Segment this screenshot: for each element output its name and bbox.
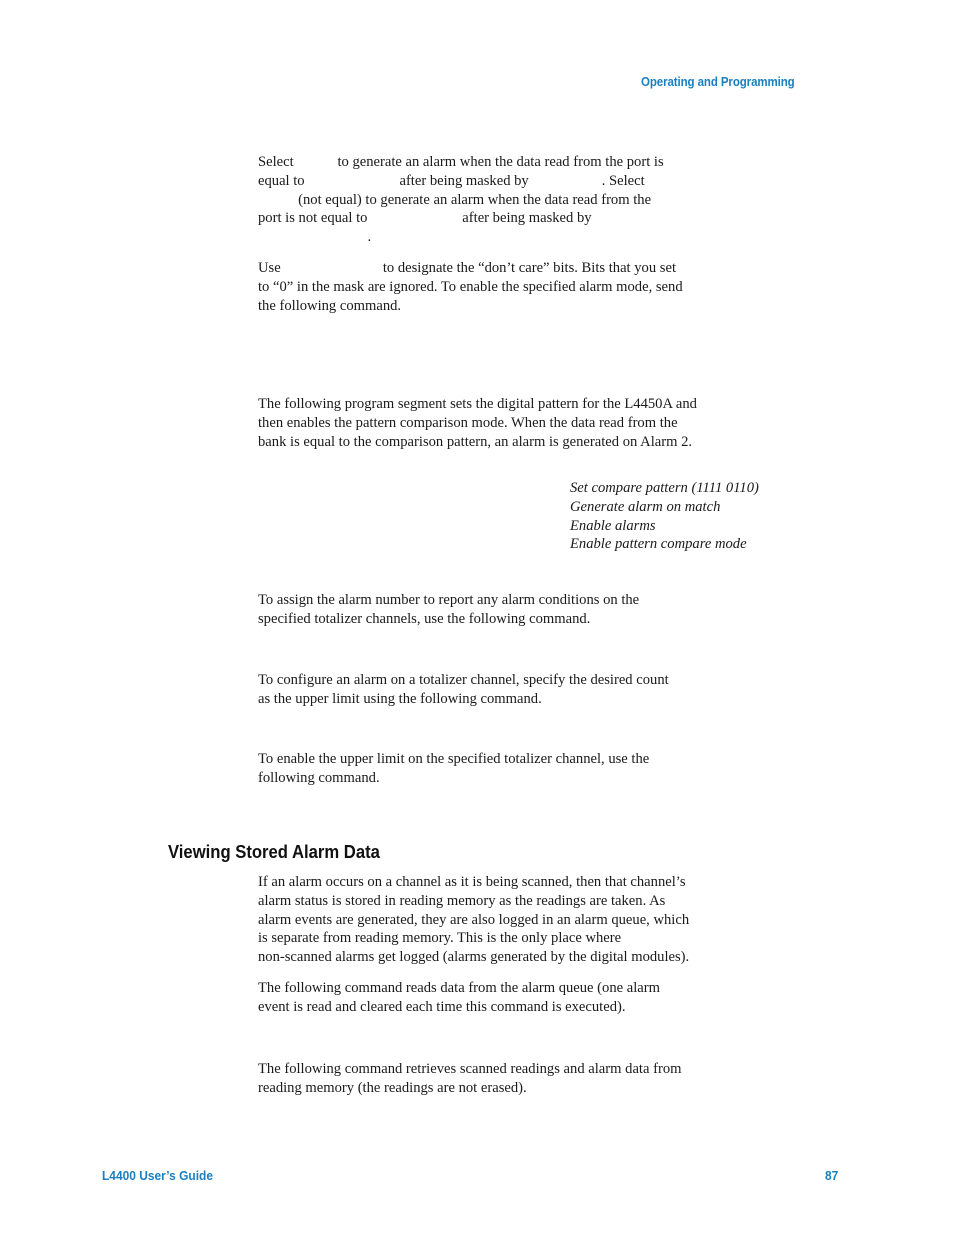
paragraph-totalizer-configure — [258, 671, 846, 709]
text-line: To configure an alarm on a totalizer channel, specify the desired count — [258, 672, 669, 688]
text-line: is separate from reading memory. This is the only place where — [258, 930, 622, 947]
running-header: Operating and Programming — [641, 75, 795, 89]
text-line: reading memory (the readings are not erased). — [258, 1079, 527, 1096]
text-line: To enable the upper limit on the specified totalizer channel, use the — [258, 751, 650, 767]
text-line: alarm status is stored in reading memory as the readings are taken. As — [258, 892, 666, 909]
paragraph-alarm-mode — [258, 153, 846, 247]
text-line: (not equal) to generate an alarm when the data read from the — [258, 191, 652, 208]
code-comment: Enable pattern compare mode — [570, 536, 747, 553]
text-line: If an alarm occurs on a channel as it is being scanned, then that channel’s — [258, 874, 686, 890]
footer-page-number: 87 — [825, 1168, 839, 1183]
text-line: The following command reads data from the alarm queue (one alarm — [258, 980, 660, 996]
code-comments — [570, 479, 850, 554]
text-line: as the upper limit using the following command. — [258, 690, 542, 707]
section-heading: Viewing Stored Alarm Data — [168, 841, 380, 862]
text-line: the following command. — [258, 297, 402, 314]
paragraph-mask — [258, 259, 846, 315]
code-comment: Set compare pattern (1111 0110) — [570, 480, 759, 496]
text-line: to “0” in the mask are ignored. To enable the specified alarm mode, send — [258, 278, 683, 295]
footer-guide-title: L4400 User’s Guide — [102, 1168, 214, 1183]
code-comment: Enable alarms — [570, 517, 656, 534]
text-line: bank is equal to the comparison pattern, an alarm is generated on Alarm 2. — [258, 433, 693, 450]
text-line: alarm events are generated, they are also logged in an alarm queue, which — [258, 911, 690, 928]
text-line: specified totalizer channels, use the following command. — [258, 610, 591, 627]
text-line: port is not equal to after being masked by — [258, 210, 592, 227]
text-line: The following program segment sets the digital pattern for the L4450A and — [258, 396, 697, 412]
text-line: The following command retrieves scanned readings and alarm data from — [258, 1061, 682, 1077]
text-line: equal to after being masked by . Select — [258, 172, 645, 189]
code-comment: Generate alarm on match — [570, 498, 721, 515]
text-line: To assign the alarm number to report any alarm conditions on the — [258, 592, 640, 608]
paragraph-alarm-queue — [258, 979, 846, 1017]
paragraph-program-segment — [258, 395, 854, 451]
paragraph-totalizer-enable — [258, 750, 846, 788]
paragraph-reading-memory — [258, 1060, 846, 1098]
text-line: following command. — [258, 769, 380, 786]
paragraph-totalizer-assign — [258, 591, 846, 629]
text-line: then enables the pattern comparison mode. When the data read from the — [258, 414, 678, 431]
text-line: event is read and cleared each time this command is executed). — [258, 998, 626, 1015]
text-line: Use to designate the “don’t care” bits. Bits that you set — [258, 260, 677, 276]
text-line: Select to generate an alarm when the data read from the port is — [258, 154, 664, 170]
paragraph-stored-alarm — [258, 873, 846, 967]
text-line: non-scanned alarms get logged (alarms generated by the digital modules). — [258, 949, 690, 966]
text-line: . — [258, 229, 372, 246]
